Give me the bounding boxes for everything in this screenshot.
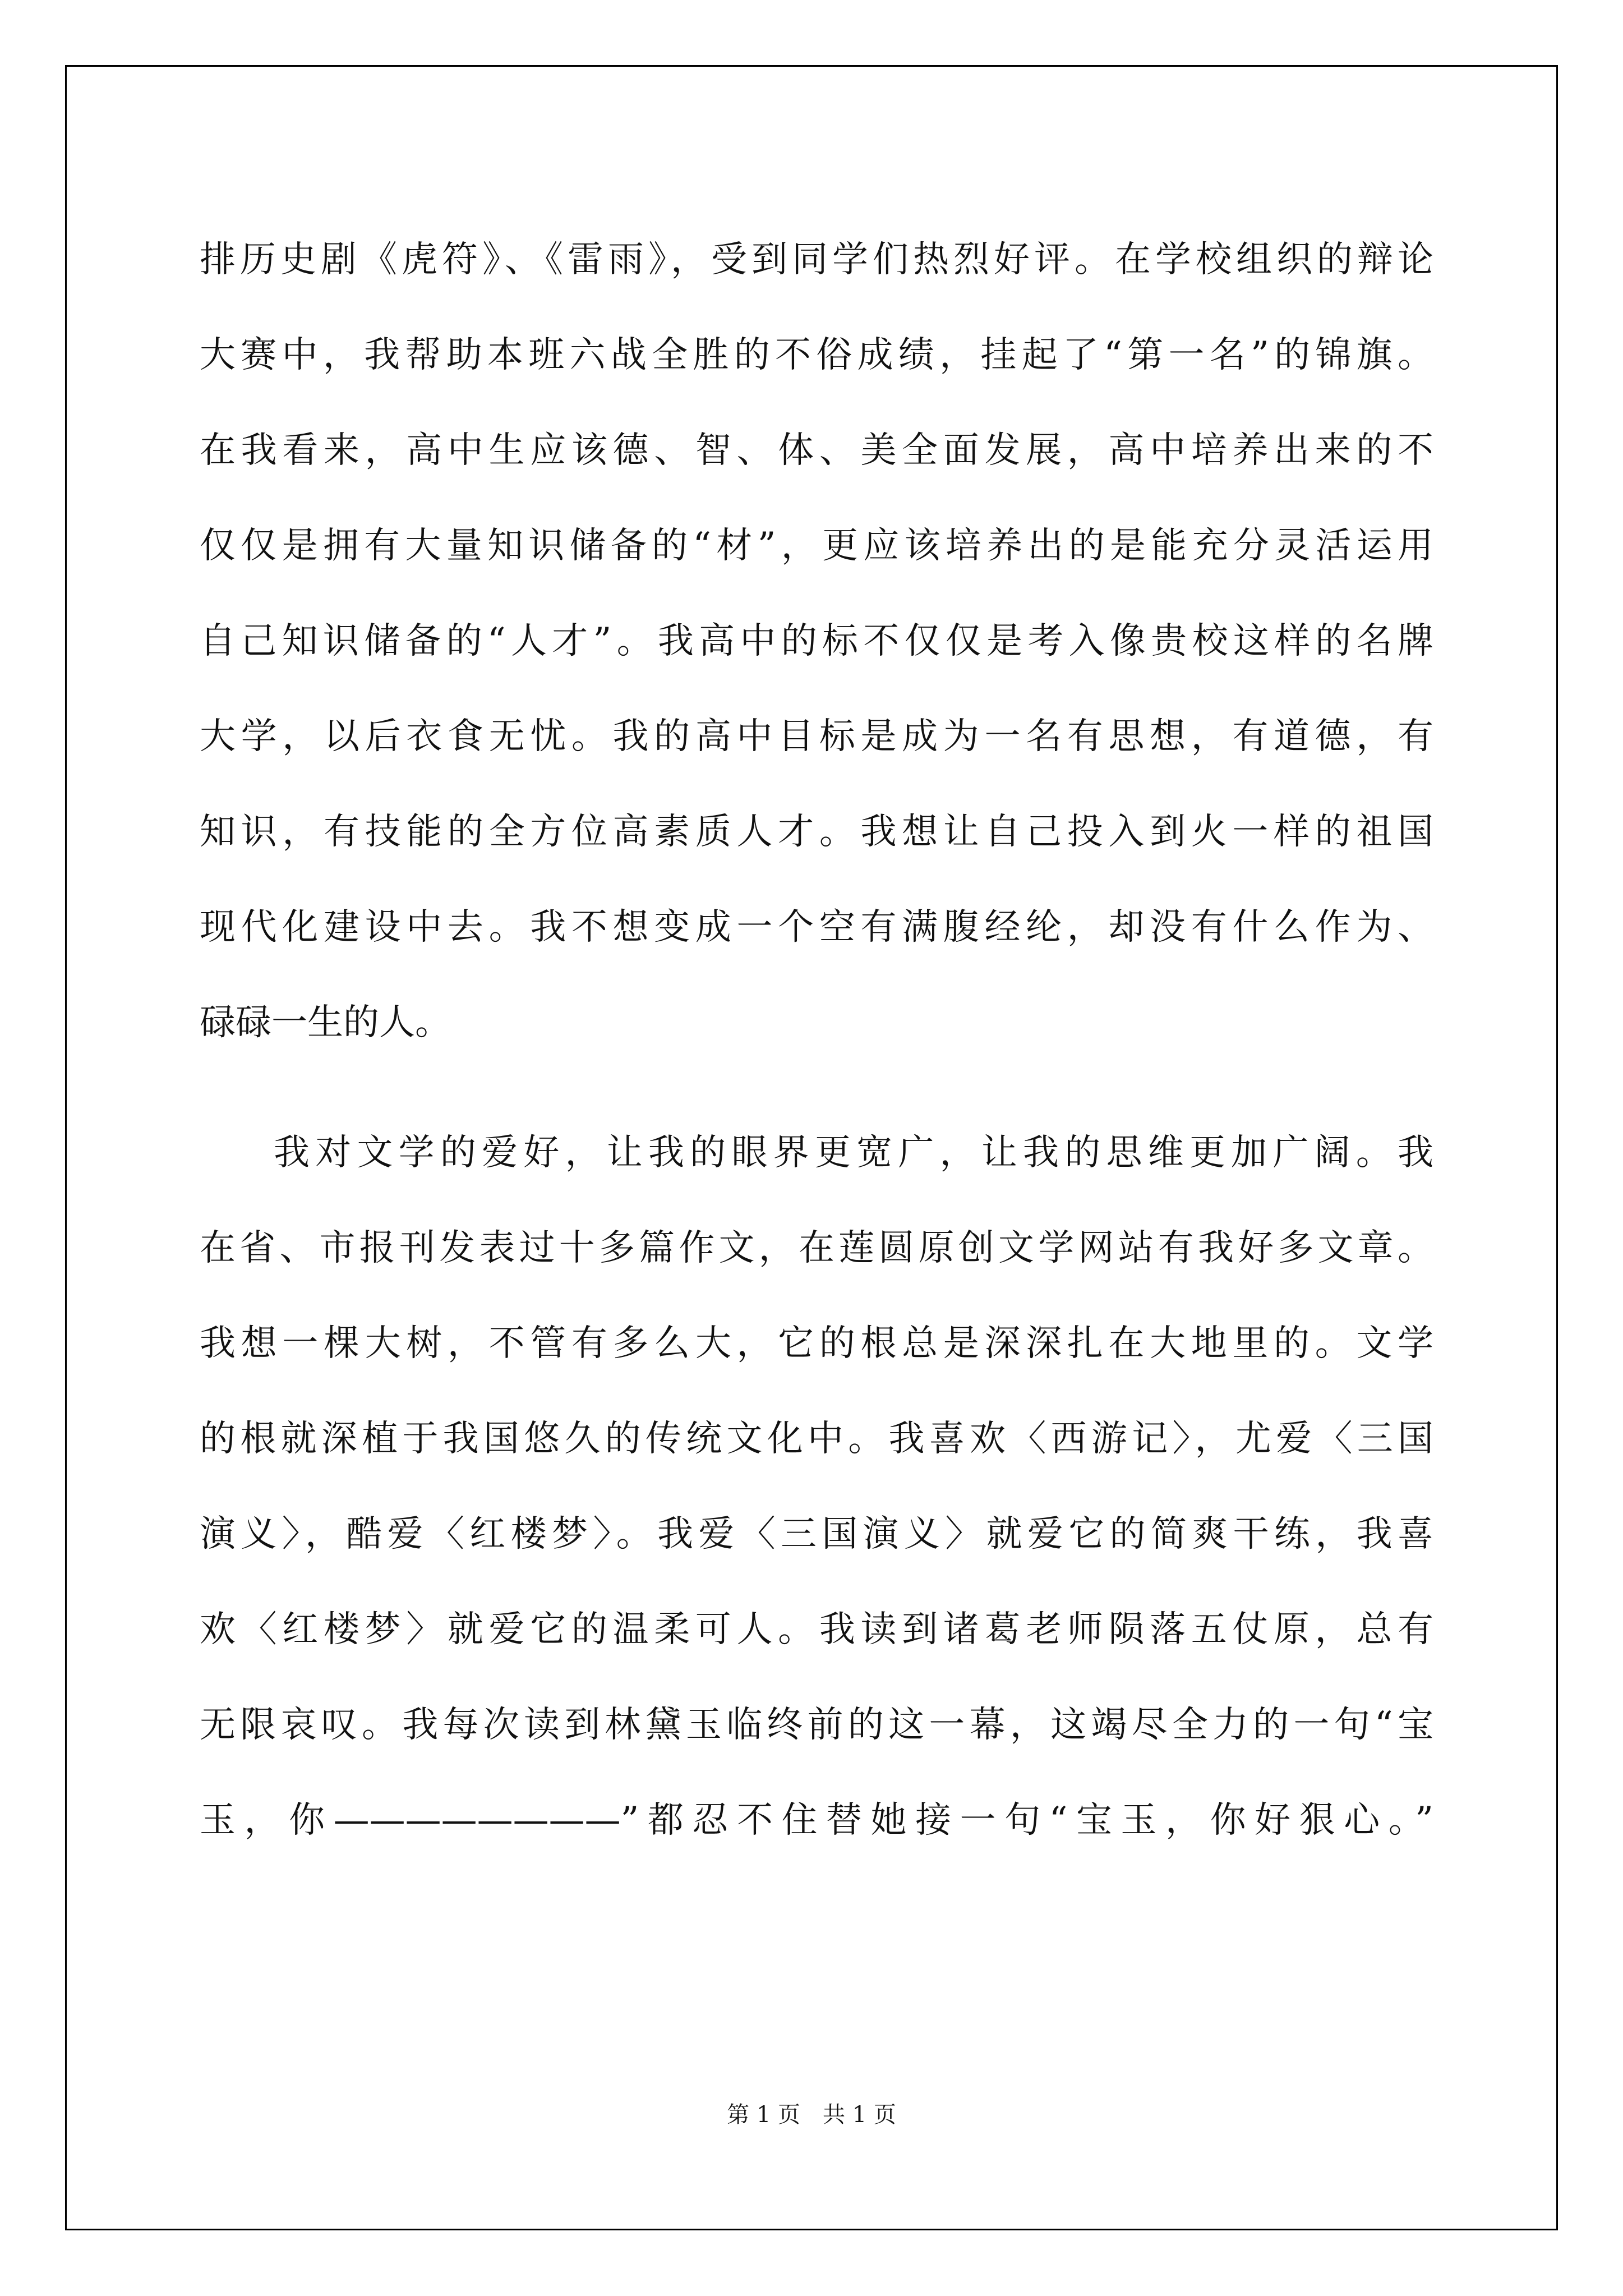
text-line: 的根就深植于我国悠久的传统文化中。我喜欢〈西游记〉，尤爱〈三国 (200, 1418, 1433, 1460)
text-line: 我想一棵大树，不管有多么大，它的根总是深深扎在大地里的。文学 (200, 1323, 1433, 1364)
document-body (200, 212, 1433, 1868)
text-line: 无限哀叹。我每次读到林黛玉临终前的这一幕，这竭尽全力的一句“宝 (200, 1704, 1433, 1746)
text-line: 大赛中，我帮助本班六战全胜的不俗成绩，挂起了“第一名”的锦旗。 (200, 334, 1433, 376)
text-line: 自己知识储备的“人才”。我高中的标不仅仅是考入像贵校这样的名牌 (200, 620, 1433, 662)
text-line: 碌碌一生的人。 (200, 1002, 451, 1043)
text-line: 大学，以后衣食无忧。我的高中目标是成为一名有思想，有道德，有 (200, 716, 1433, 757)
text-line: 欢〈红楼梦〉就爱它的温柔可人。我读到诸葛老师陨落五仗原，总有 (200, 1609, 1433, 1650)
text-line: 在我看来，高中生应该德、智、体、美全面发展，高中培养出来的不 (200, 430, 1433, 471)
text-line: 我对文学的爱好，让我的眼界更宽广，让我的思维更加广阔。我 (274, 1132, 1433, 1174)
text-line: 玉，你————————”都忍不住替她接一句“宝玉，你好狠心。” (200, 1800, 1433, 1841)
text-line: 演义〉，酷爱〈红楼梦〉。我爱〈三国演义〉就爱它的简爽干练，我喜 (200, 1513, 1433, 1555)
page-number-footer: 第 1 页 共 1 页 (727, 2102, 896, 2128)
paragraph-gap (200, 1070, 1433, 1105)
text-line: 在省、市报刊发表过十多篇作文，在莲圆原创文学网站有我好多文章。 (200, 1227, 1433, 1269)
text-line: 知识，有技能的全方位高素质人才。我想让自己投入到火一样的祖国 (200, 811, 1433, 853)
text-line: 现代化建设中去。我不想变成一个空有满腹经纶，却没有什么作为、 (200, 907, 1433, 948)
text-line: 仅仅是拥有大量知识储备的“材”，更应该培养出的是能充分灵活运用 (200, 525, 1433, 567)
text-line: 排历史剧《虎符》、《雷雨》，受到同学们热烈好评。在学校组织的辩论 (200, 239, 1433, 280)
